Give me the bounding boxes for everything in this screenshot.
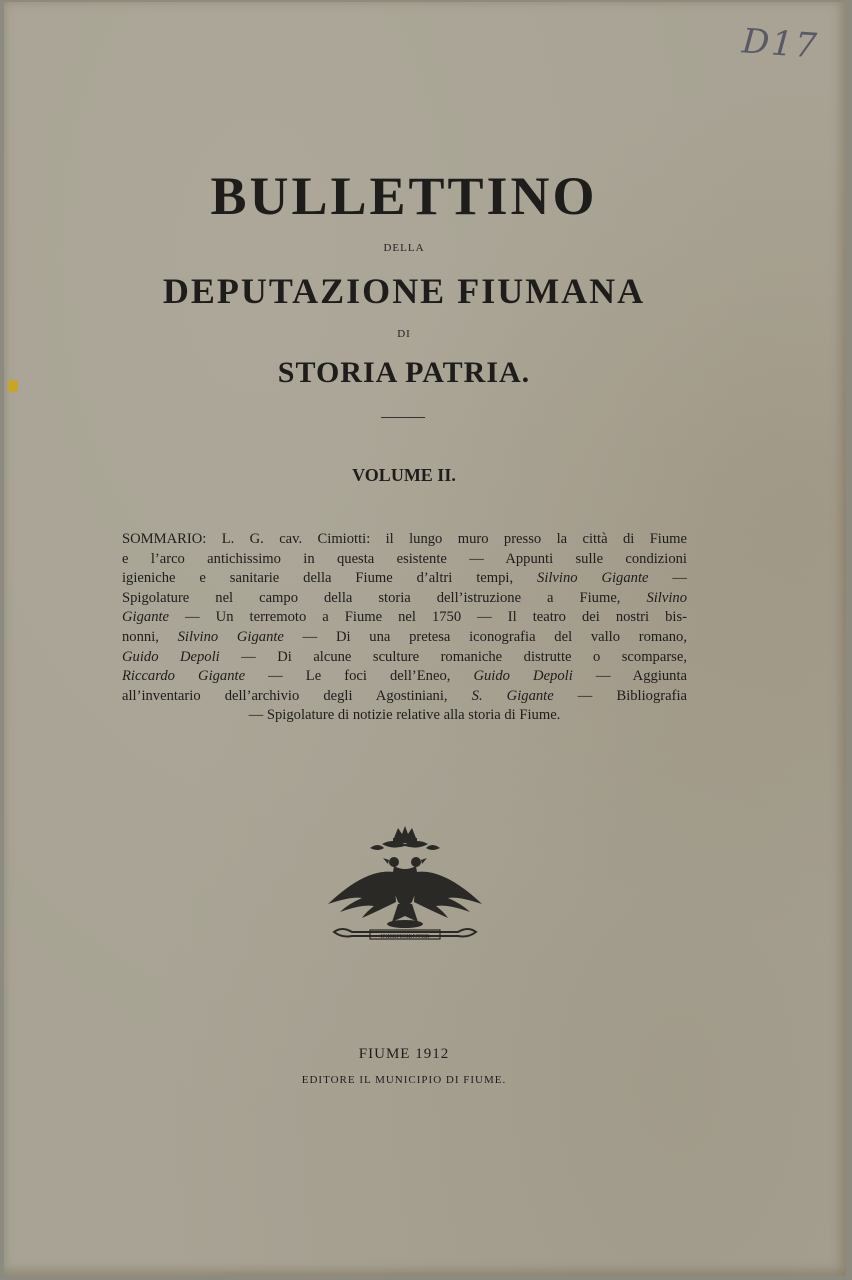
summary-line [122,550,687,570]
author-name: Guido Depoli [122,648,220,665]
summary-text: — Bibliografia [553,687,687,704]
summary-text: — Le foci dell’Eneo, [245,668,474,685]
summary-text: — Un terremoto a Fiume nel 1750 — Il teatro dei nostri bis- [169,609,687,626]
author-name: Guido Depoli [473,668,573,685]
summary-text: — Spigolature di notizie relative alla storia di Fiume. [248,707,561,724]
book-cover [4,2,846,1276]
summary-text: SOMMARIO: L. G. cav. Cimiotti: il lungo muro presso la città di Fiume [122,531,687,547]
author-name: Riccardo Gigante [122,668,246,685]
author-name: Silvino Gigante [537,570,649,587]
imprint-publisher: EDITORE IL MUNICIPIO DI FIUME. [301,1074,507,1086]
author-name: Gigante [122,609,170,626]
summary-line [122,667,687,687]
summary-text: igieniche e sanitarie della Fiume d’altri tempi, [122,570,538,587]
summary-line [122,687,687,707]
author-name: S. Gigante [471,687,554,704]
divider-rule [381,417,425,418]
connector-di: DI [397,328,411,340]
table-of-contents [122,530,687,726]
summary-text: — [648,570,687,587]
connector-della: DELLA [383,242,425,254]
summary-text: — Aggiunta [572,668,687,685]
summary-text: Spigolature nel campo della storia dell’istruzione a Fiume, [122,589,647,606]
imprint-place-year: FIUME 1912 [358,1046,450,1062]
summary-text: — Di alcune sculture romaniche distrutte o scomparse, [219,648,687,665]
emblem-motto: INDEFICIENTER [380,933,430,940]
summary-text: nonni, [122,628,178,645]
summary-line [122,569,687,589]
volume-label: VOLUME II. [352,465,456,485]
cover-title: BULLETTINO [210,166,598,226]
author-name: Silvino Gigante [177,628,284,645]
author-name: Silvino [646,589,687,606]
cover-subtitle: DEPUTAZIONE FIUMANA [162,271,646,311]
double-headed-eagle-crest-icon [322,824,488,948]
summary-line [122,589,687,609]
summary-line [122,530,687,550]
cover-subtitle-2: STORIA PATRIA. [277,356,531,389]
handwritten-catalog-note: D17 [740,21,820,67]
summary-text: all’inventario dell’archivio degli Agostiniani, [122,687,472,704]
summary-line [122,628,687,648]
summary-line [122,706,687,726]
summary-text: e l’arco antichissimo in questa esistente — Appunti sulle condizioni [122,550,687,567]
summary-line [122,608,687,628]
summary-line [122,648,687,668]
summary-text: — Di una pretesa iconografia del vallo romano, [283,628,687,645]
